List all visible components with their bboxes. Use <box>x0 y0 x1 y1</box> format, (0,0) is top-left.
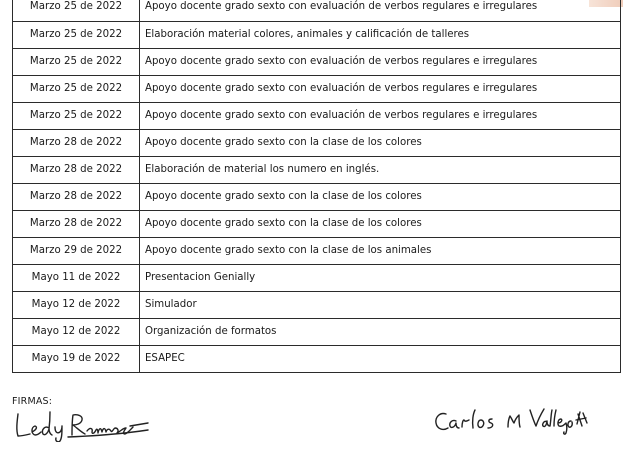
table-row <box>13 0 621 22</box>
activity-cell: Apoyo docente grado sexto con la clase de los colores <box>140 211 621 238</box>
left-signature-image <box>12 406 152 442</box>
activity-cell: Apoyo docente grado sexto con la clase de los animales <box>140 238 621 265</box>
activity-log-body <box>13 0 621 373</box>
date-cell: Mayo 19 de 2022 <box>13 346 140 373</box>
date-cell: Marzo 28 de 2022 <box>13 184 140 211</box>
activity-cell: Simulador <box>140 292 621 319</box>
activity-cell: Apoyo docente grado sexto con la clase de los colores <box>140 184 621 211</box>
activity-cell: ESAPEC <box>140 346 621 373</box>
table-row <box>13 292 621 319</box>
activity-cell: Apoyo docente grado sexto con evaluación de verbos regulares e irregulares <box>140 0 621 22</box>
table-row <box>13 265 621 292</box>
date-cell: Mayo 12 de 2022 <box>13 319 140 346</box>
table-row <box>13 346 621 373</box>
activity-log-table <box>12 0 621 373</box>
date-cell: Marzo 28 de 2022 <box>13 157 140 184</box>
date-cell: Marzo 25 de 2022 <box>13 22 140 49</box>
table-row <box>13 103 621 130</box>
table-row <box>13 49 621 76</box>
table-row <box>13 130 621 157</box>
date-cell: Marzo 25 de 2022 <box>13 0 140 22</box>
activity-cell: Elaboración de material los numero en inglés. <box>140 157 621 184</box>
date-cell: Marzo 25 de 2022 <box>13 103 140 130</box>
signatures-label: FIRMAS: <box>12 396 53 407</box>
activity-cell: Elaboración material colores, animales y calificación de talleres <box>140 22 621 49</box>
activity-cell: Organización de formatos <box>140 319 621 346</box>
table-row <box>13 319 621 346</box>
date-cell: Marzo 25 de 2022 <box>13 76 140 103</box>
table-row <box>13 22 621 49</box>
activity-cell: Apoyo docente grado sexto con evaluación de verbos regulares e irregulares <box>140 103 621 130</box>
signatures-section <box>12 396 612 456</box>
date-cell: Marzo 28 de 2022 <box>13 211 140 238</box>
date-cell: Mayo 11 de 2022 <box>13 265 140 292</box>
table-row <box>13 184 621 211</box>
activity-cell: Apoyo docente grado sexto con evaluación de verbos regulares e irregulares <box>140 49 621 76</box>
table-row <box>13 211 621 238</box>
right-signature-image <box>432 404 602 438</box>
activity-cell: Apoyo docente grado sexto con la clase de los colores <box>140 130 621 157</box>
date-cell: Mayo 12 de 2022 <box>13 292 140 319</box>
date-cell: Marzo 28 de 2022 <box>13 130 140 157</box>
table-row <box>13 238 621 265</box>
table-row <box>13 76 621 103</box>
activity-cell: Presentacion Genially <box>140 265 621 292</box>
table-row <box>13 157 621 184</box>
date-cell: Marzo 29 de 2022 <box>13 238 140 265</box>
activity-cell: Apoyo docente grado sexto con evaluación de verbos regulares e irregulares <box>140 76 621 103</box>
date-cell: Marzo 25 de 2022 <box>13 49 140 76</box>
